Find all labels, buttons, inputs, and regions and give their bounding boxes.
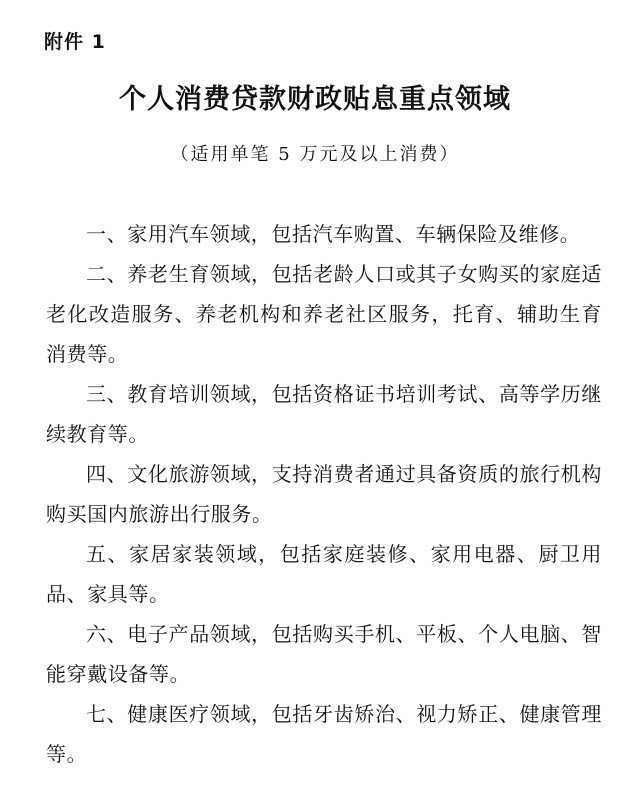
paragraph-home-furnishing: 五、家居家装领域，包括家庭装修、家用电器、厨卫用品、家具等。: [46, 542, 602, 606]
document-subtitle: （适用单笔 5 万元及以上消费）: [170, 144, 460, 165]
document-body: [46, 214, 602, 774]
paragraph-culture-tourism: 四、文化旅游领域，支持消费者通过具备资质的旅行机构购买国内旅游出行服务。: [46, 462, 602, 526]
paragraph-education-training: 三、教育培训领域，包括资格证书培训考试、高等学历继续教育等。: [46, 382, 602, 446]
paragraph-electronics: 六、电子产品领域，包括购买手机、平板、个人电脑、智能穿戴设备等。: [46, 622, 602, 686]
attachment-label: 附件 1: [44, 31, 106, 53]
paragraph-household-car: 一、家用汽车领域，包括汽车购置、车辆保险及维修。: [86, 222, 581, 246]
document-title: 个人消费贷款财政贴息重点领域: [119, 84, 511, 115]
paragraph-health-medical: 七、健康医疗领域，包括牙齿矫治、视力矫正、健康管理等。: [46, 702, 602, 766]
paragraph-elderly-childcare: 二、养老生育领域，包括老龄人口或其子女购买的家庭适老化改造服务、养老机构和养老社区服务，托育、辅助生育消费等。: [46, 262, 602, 366]
